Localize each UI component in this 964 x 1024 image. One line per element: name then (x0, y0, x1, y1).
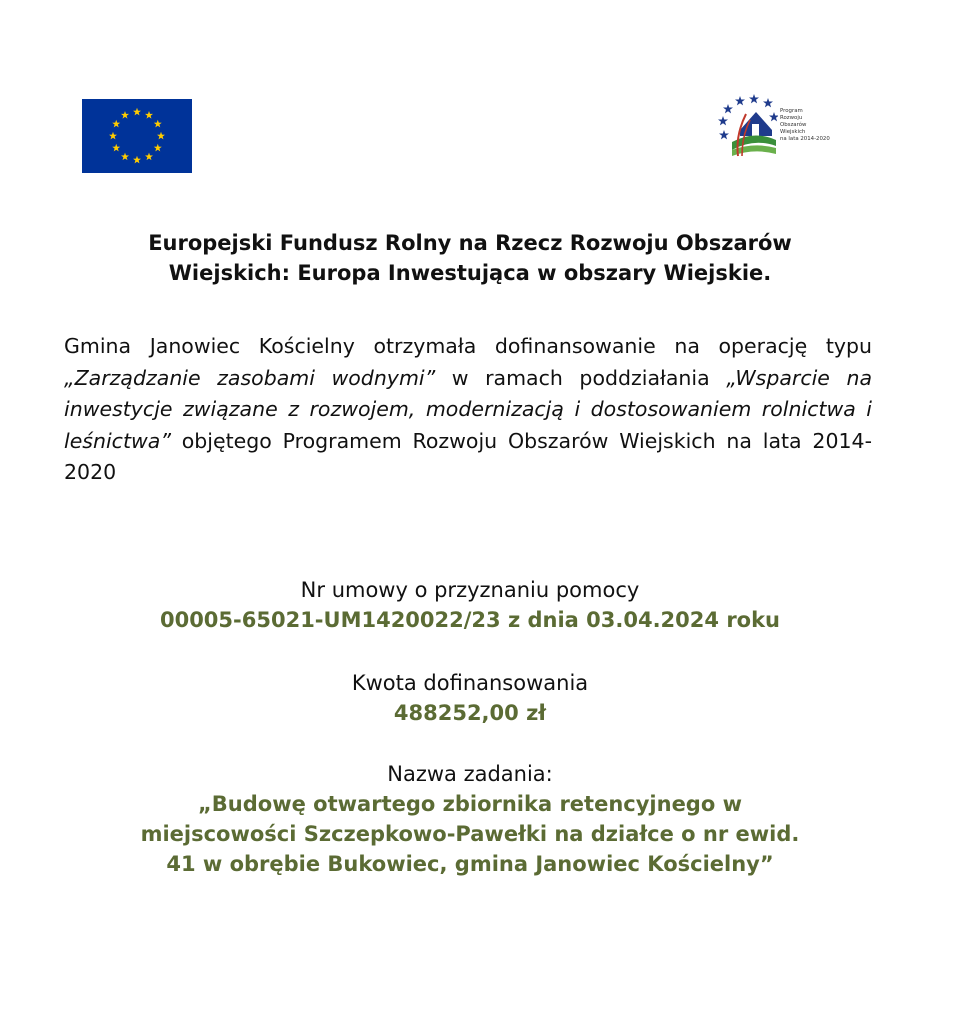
description-part-1: Gmina Janowiec Kościelny otrzymała dofinansowanie na operację typu (64, 334, 872, 358)
amount-value: 488252,00 zł (393, 701, 547, 725)
agreement-number: 00005-65021-UM1420022/23 z dnia 03.04.2024 roku (159, 608, 781, 632)
agreement-label: Nr umowy o przyznaniu pomocy (300, 578, 640, 602)
eu-flag-icon (82, 99, 192, 173)
amount-block (50, 668, 890, 728)
prow-logo-icon (718, 90, 778, 162)
title-line-2: Wiejskich: Europa Inwestująca w obszary Wiejskie. (168, 261, 772, 285)
amount-label: Kwota dofinansowania (351, 671, 589, 695)
agreement-block (50, 575, 890, 635)
description-part-2: w ramach poddziałania (435, 365, 727, 390)
task-name-line-1: „Budowę otwartego zbiornika retencyjnego w (198, 792, 742, 816)
prow-logo-text: Program Rozwoju Obszarów Wiejskich na lata 2014-2020 (780, 108, 830, 142)
description-paragraph (64, 331, 872, 489)
task-name-line-2: miejscowości Szczepkowo-Pawełki na działce o nr ewid. (140, 822, 800, 846)
task-block (50, 759, 890, 879)
task-label: Nazwa zadania: (387, 762, 553, 786)
sub-measure-name: „Wsparcie na inwestycje związane z rozwojem, modernizacją i dostosowaniem rolnictwa i leśnictwa” (64, 365, 873, 453)
page-title (60, 228, 880, 288)
description-part-3: objętego Programem Rozwoju Obszarów Wiejskich na lata 2014-2020 (64, 428, 872, 484)
prow-logo (718, 90, 838, 162)
title-line-1: Europejski Fundusz Rolny na Rzecz Rozwoju Obszarów (148, 231, 792, 255)
task-name-line-3: 41 w obrębie Bukowiec, gmina Janowiec Kościelny” (166, 852, 774, 876)
operation-type: „Zarządzanie zasobami wodnymi” (64, 365, 436, 390)
